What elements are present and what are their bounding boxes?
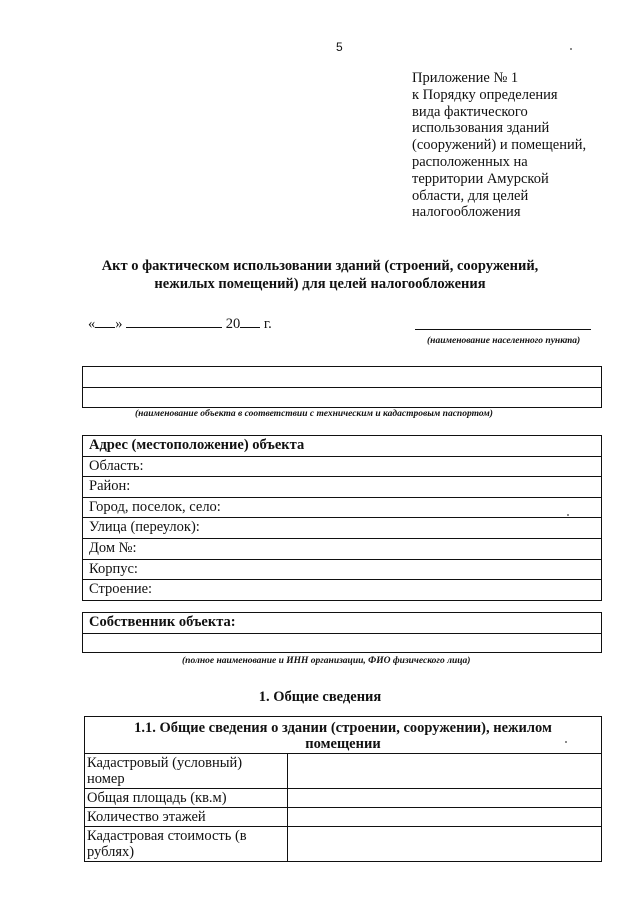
address-field-building[interactable]: Корпус: [83,560,601,581]
place-caption: (наименование населенного пункта) [427,336,581,346]
table-row [85,754,601,789]
address-field-house[interactable]: Дом №: [83,539,601,560]
appendix-line: вида фактического [412,103,528,120]
section-title: 1. Общие сведения [258,689,382,705]
row-label-line: номер [87,771,125,787]
address-field-district[interactable]: Район: [83,477,601,498]
address-field-region[interactable]: Область: [83,457,601,478]
row-label [85,754,288,789]
table-row [85,827,601,862]
year-blank[interactable] [240,315,260,328]
subsection-line-1: 1.1. Общие сведения о здании (строении, сооружении), нежилом [134,720,552,736]
row-value-area[interactable] [288,789,602,808]
owner-table [82,612,602,653]
appendix-line: использования зданий [412,120,550,137]
address-field-structure[interactable]: Строение: [89,581,153,598]
row-label-line: Кадастровая стоимость (в [87,828,247,844]
year-prefix: 20 [225,316,241,332]
row-label [85,789,288,808]
document-title [70,257,570,293]
object-name-divider [83,387,601,388]
appendix-line: территории Амурской [412,170,549,187]
row-label [85,827,288,862]
subsection-line-2: помещении [305,736,381,752]
appendix-line: Приложение № 1 [412,70,519,86]
scan-speck [567,514,569,516]
open-quote: « [88,316,96,332]
title-line-1: Акт о фактическом использовании зданий (строений, сооружений, [101,258,539,274]
row-label-line: рублях) [87,844,135,860]
row-label-line: Общая площадь (кв.м) [87,790,227,806]
row-value-cadastral[interactable] [288,754,602,789]
appendix-line: расположенных на [412,153,528,170]
year-suffix: г. [263,316,272,332]
month-blank[interactable] [126,315,222,328]
day-blank[interactable] [95,315,115,328]
title-line-2: нежилых помещений) для целей налогообложения [154,276,486,292]
table-row [85,789,601,808]
info-rows [85,754,601,861]
row-value-floors[interactable] [288,808,602,827]
owner-header: Собственник объекта: [83,613,601,634]
appendix-line: области, для целей [412,187,529,204]
owner-caption: (полное наименование и ИНН организации, ФИО физического лица) [182,656,471,666]
appendix-header [412,70,612,221]
appendix-line: к Порядку определения [412,86,558,103]
address-header: Адрес (местоположение) объекта [83,436,601,457]
scan-speck [565,741,567,743]
row-label-line: Кадастровый (условный) [87,755,243,771]
address-table [82,435,602,601]
row-label [85,808,288,827]
object-name-caption: (наименование объекта в соответствии с техническим и кадастровым паспортом) [135,409,493,419]
object-name-box[interactable] [82,366,602,408]
table-row [85,808,601,827]
subsection-header [85,717,601,754]
place-name-line[interactable] [415,329,591,330]
owner-value-field[interactable] [83,634,601,652]
date-field [88,315,272,333]
page-number: 5 [336,40,343,54]
general-info-table [84,716,602,862]
appendix-line: (сооружений) и помещений, [412,137,587,154]
scan-speck [570,48,572,50]
close-quote: » [115,316,123,332]
address-field-city[interactable]: Город, поселок, село: [83,498,601,519]
row-value-cost[interactable] [288,827,602,862]
appendix-line: налогообложения [412,204,521,221]
address-field-street[interactable]: Улица (переулок): [83,518,601,539]
row-label-line: Количество этажей [87,809,206,825]
